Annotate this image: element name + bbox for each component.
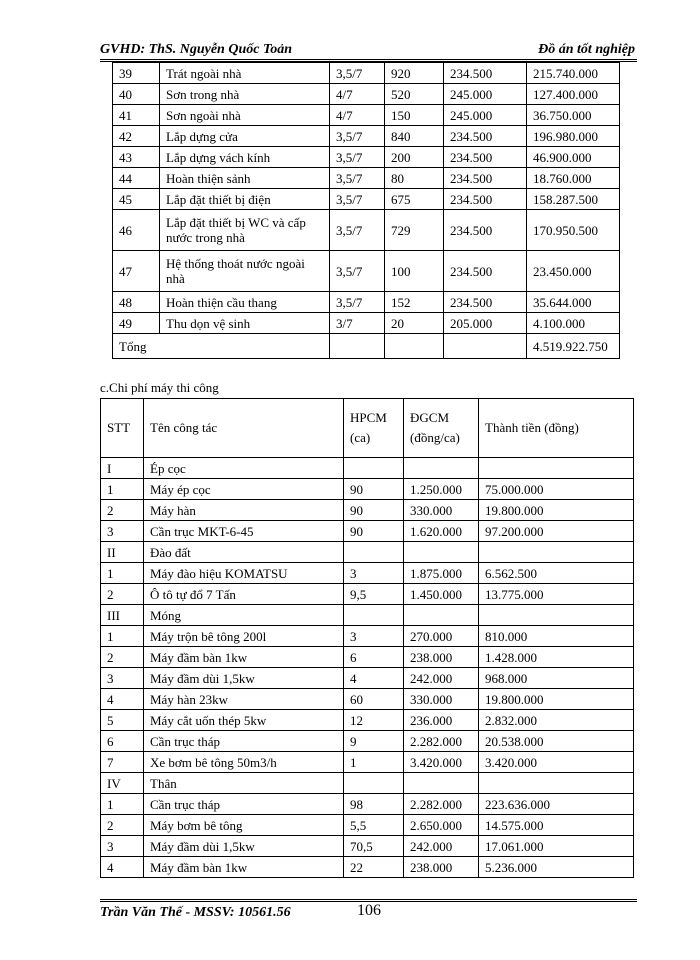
cell-workdays: 152 <box>385 292 444 313</box>
cell-dgcm: 1.450.000 <box>404 584 479 605</box>
cell-task: Sơn trong nhà <box>160 84 330 105</box>
cell-task: Sơn ngoài nhà <box>160 105 330 126</box>
cell-stt: 47 <box>113 251 160 292</box>
header-stt: STT <box>101 399 144 458</box>
cell-dgcm: 3.420.000 <box>404 752 479 773</box>
table-row <box>101 857 634 878</box>
table-row <box>113 210 620 251</box>
table-row <box>101 479 634 500</box>
cell-stt: 1 <box>101 626 144 647</box>
cell-hpcm: 1 <box>344 752 404 773</box>
cell-stt: IV <box>101 773 144 794</box>
cell-amount: 97.200.000 <box>479 521 634 542</box>
table-row <box>101 752 634 773</box>
cell-task: Hoàn thiện cầu thang <box>160 292 330 313</box>
cell-amount: 13.775.000 <box>479 584 634 605</box>
cell-amount: 2.832.000 <box>479 710 634 731</box>
cell-amount: 19.800.000 <box>479 689 634 710</box>
cell-task: Thu dọn vệ sinh <box>160 313 330 334</box>
table-row <box>101 794 634 815</box>
cell-task: Máy đào hiệu KOMATSU <box>144 563 344 584</box>
header-rule-top <box>100 59 637 60</box>
cell-dgcm: 242.000 <box>404 668 479 689</box>
cell-dgcm: 1.620.000 <box>404 521 479 542</box>
cell-amount: 14.575.000 <box>479 815 634 836</box>
cell-task: Trát ngoài nhà <box>160 63 330 84</box>
cell-task: Ép cọc <box>144 458 344 479</box>
cell-stt: 2 <box>101 647 144 668</box>
cell-task: Lắp dựng cửa <box>160 126 330 147</box>
group-row <box>101 542 634 563</box>
cell-stt: 2 <box>101 815 144 836</box>
cell-unit-price: 234.500 <box>444 147 527 168</box>
cell-amount: 158.287.500 <box>527 189 620 210</box>
cell-grade: 3,5/7 <box>330 210 385 251</box>
footer-rule-top <box>100 899 637 900</box>
cell-amount: 23.450.000 <box>527 251 620 292</box>
table-row <box>101 500 634 521</box>
total-value: 4.519.922.750 <box>527 334 620 359</box>
cell-unit-price: 234.500 <box>444 292 527 313</box>
cell-amount: 20.538.000 <box>479 731 634 752</box>
cell-amount: 6.562.500 <box>479 563 634 584</box>
cell-task: Máy cắt uốn thép 5kw <box>144 710 344 731</box>
cell-hpcm: 22 <box>344 857 404 878</box>
cell-grade: 3/7 <box>330 313 385 334</box>
cell-workdays: 920 <box>385 63 444 84</box>
header-hpcm-line2: (ca) <box>350 430 371 445</box>
cell-unit-price: 205.000 <box>444 313 527 334</box>
table-row <box>101 731 634 752</box>
table-row <box>101 647 634 668</box>
cell-unit-price: 234.500 <box>444 189 527 210</box>
cell-stt: II <box>101 542 144 563</box>
cell-stt: 44 <box>113 168 160 189</box>
table-header-row <box>101 399 634 458</box>
cell-workdays: 80 <box>385 168 444 189</box>
table-row <box>113 168 620 189</box>
cell-stt: 7 <box>101 752 144 773</box>
cell-stt: 40 <box>113 84 160 105</box>
cell-grade: 4/7 <box>330 105 385 126</box>
cell-workdays: 20 <box>385 313 444 334</box>
header-dgcm-line1: ĐGCM <box>410 410 450 425</box>
cell-workdays: 840 <box>385 126 444 147</box>
table-row <box>101 689 634 710</box>
cell-hpcm: 6 <box>344 647 404 668</box>
table-row <box>101 521 634 542</box>
cell-hpcm <box>344 542 404 563</box>
cell-grade: 3,5/7 <box>330 126 385 147</box>
cell-task: Lắp đặt thiết bị điện <box>160 189 330 210</box>
cell-amount <box>479 773 634 794</box>
cell-stt: 1 <box>101 479 144 500</box>
cell-task: Máy bơm bê tông <box>144 815 344 836</box>
table-row <box>113 147 620 168</box>
cell-hpcm: 9 <box>344 731 404 752</box>
cell-amount <box>479 605 634 626</box>
cell-amount: 968.000 <box>479 668 634 689</box>
header-dgcm <box>404 399 479 458</box>
cell-stt: 46 <box>113 210 160 251</box>
cell-amount: 36.750.000 <box>527 105 620 126</box>
cell-stt: 5 <box>101 710 144 731</box>
cell-dgcm: 2.282.000 <box>404 794 479 815</box>
cell-task: Máy đầm bàn 1kw <box>144 857 344 878</box>
cell-grade: 3,5/7 <box>330 63 385 84</box>
cell-amount: 17.061.000 <box>479 836 634 857</box>
cell-task: Hoàn thiện sảnh <box>160 168 330 189</box>
cell-stt: 45 <box>113 189 160 210</box>
group-row <box>101 605 634 626</box>
cell-task: Đào đất <box>144 542 344 563</box>
page-number: 106 <box>357 902 381 919</box>
section-title: c.Chi phí máy thi công <box>100 380 219 395</box>
cell-hpcm: 90 <box>344 521 404 542</box>
cell-workdays: 729 <box>385 210 444 251</box>
cell-dgcm: 1.875.000 <box>404 563 479 584</box>
empty-cell <box>444 334 527 359</box>
cell-amount: 1.428.000 <box>479 647 634 668</box>
cell-workdays: 100 <box>385 251 444 292</box>
cell-grade: 3,5/7 <box>330 189 385 210</box>
cell-task: Ô tô tự đổ 7 Tấn <box>144 584 344 605</box>
cell-dgcm: 2.650.000 <box>404 815 479 836</box>
cell-amount: 3.420.000 <box>479 752 634 773</box>
cell-task: Lắp đặt thiết bị WC và cấp nước trong nhà <box>160 210 330 251</box>
cell-stt: 1 <box>101 563 144 584</box>
cell-task: Máy hàn 23kw <box>144 689 344 710</box>
cell-dgcm <box>404 773 479 794</box>
cell-workdays: 150 <box>385 105 444 126</box>
cell-amount: 810.000 <box>479 626 634 647</box>
cell-grade: 3,5/7 <box>330 147 385 168</box>
cell-dgcm <box>404 458 479 479</box>
cell-stt: III <box>101 605 144 626</box>
cell-task: Cần trục tháp <box>144 794 344 815</box>
cell-unit-price: 234.500 <box>444 210 527 251</box>
cell-hpcm: 4 <box>344 668 404 689</box>
cell-hpcm: 60 <box>344 689 404 710</box>
cell-grade: 3,5/7 <box>330 292 385 313</box>
machine-cost-table <box>100 398 634 878</box>
table-row <box>101 710 634 731</box>
table-row <box>101 668 634 689</box>
header-dgcm-line2: (đồng/ca) <box>410 430 460 445</box>
cell-unit-price: 245.000 <box>444 84 527 105</box>
cell-task: Thân <box>144 773 344 794</box>
cell-unit-price: 234.500 <box>444 168 527 189</box>
cell-amount <box>479 542 634 563</box>
cell-workdays: 675 <box>385 189 444 210</box>
cell-hpcm: 9,5 <box>344 584 404 605</box>
cell-stt: 2 <box>101 584 144 605</box>
empty-cell <box>385 334 444 359</box>
cell-amount: 196.980.000 <box>527 126 620 147</box>
cell-dgcm: 330.000 <box>404 500 479 521</box>
cell-amount: 46.900.000 <box>527 147 620 168</box>
cell-amount: 170.950.500 <box>527 210 620 251</box>
cell-task: Máy trộn bê tông 200l <box>144 626 344 647</box>
cell-amount: 5.236.000 <box>479 857 634 878</box>
cell-task: Cần trục MKT-6-45 <box>144 521 344 542</box>
total-row <box>113 334 620 359</box>
cell-hpcm: 70,5 <box>344 836 404 857</box>
table-row <box>101 584 634 605</box>
cell-unit-price: 234.500 <box>444 126 527 147</box>
cell-amount: 75.000.000 <box>479 479 634 500</box>
cell-task: Móng <box>144 605 344 626</box>
cell-task: Máy đầm dùi 1,5kw <box>144 836 344 857</box>
table-row <box>113 251 620 292</box>
cell-stt: 48 <box>113 292 160 313</box>
cell-workdays: 520 <box>385 84 444 105</box>
cell-dgcm: 242.000 <box>404 836 479 857</box>
header-advisor: GVHD: ThS. Nguyễn Quốc Toản <box>100 42 293 57</box>
cell-dgcm: 238.000 <box>404 647 479 668</box>
cell-stt: 6 <box>101 731 144 752</box>
cell-stt: 4 <box>101 689 144 710</box>
group-row <box>101 773 634 794</box>
table-row <box>101 836 634 857</box>
table-row <box>113 105 620 126</box>
cell-stt: 39 <box>113 63 160 84</box>
cell-task: Máy đầm bàn 1kw <box>144 647 344 668</box>
table-row <box>113 126 620 147</box>
header-hpcm <box>344 399 404 458</box>
cell-amount: 4.100.000 <box>527 313 620 334</box>
header-hpcm-line1: HPCM <box>350 410 387 425</box>
cell-workdays: 200 <box>385 147 444 168</box>
cell-grade: 3,5/7 <box>330 168 385 189</box>
cell-task: Máy hàn <box>144 500 344 521</box>
cell-hpcm: 5,5 <box>344 815 404 836</box>
cell-dgcm: 1.250.000 <box>404 479 479 500</box>
cell-dgcm: 330.000 <box>404 689 479 710</box>
cell-stt: 1 <box>101 794 144 815</box>
cell-task: Xe bơm bê tông 50m3/h <box>144 752 344 773</box>
cell-dgcm: 238.000 <box>404 857 479 878</box>
cell-unit-price: 234.500 <box>444 63 527 84</box>
cell-stt: 3 <box>101 521 144 542</box>
table-row <box>101 815 634 836</box>
table-row <box>113 313 620 334</box>
table-row <box>101 626 634 647</box>
cell-stt: 49 <box>113 313 160 334</box>
cell-hpcm: 3 <box>344 563 404 584</box>
header-name: Tên công tác <box>144 399 344 458</box>
cell-amount: 215.740.000 <box>527 63 620 84</box>
table-row <box>113 84 620 105</box>
cell-task: Máy ép cọc <box>144 479 344 500</box>
cell-amount: 127.400.000 <box>527 84 620 105</box>
cell-stt: I <box>101 458 144 479</box>
cell-hpcm: 98 <box>344 794 404 815</box>
total-label: Tổng <box>113 334 330 359</box>
cell-dgcm: 236.000 <box>404 710 479 731</box>
cell-grade: 4/7 <box>330 84 385 105</box>
table-row <box>113 189 620 210</box>
cell-stt: 4 <box>101 857 144 878</box>
cell-amount: 18.760.000 <box>527 168 620 189</box>
cell-stt: 41 <box>113 105 160 126</box>
cell-stt: 3 <box>101 668 144 689</box>
cell-task: Hệ thống thoát nước ngoài nhà <box>160 251 330 292</box>
cell-unit-price: 245.000 <box>444 105 527 126</box>
cost-table-continued <box>112 62 620 359</box>
cell-amount: 35.644.000 <box>527 292 620 313</box>
cell-amount: 19.800.000 <box>479 500 634 521</box>
cell-hpcm <box>344 605 404 626</box>
table-row <box>113 63 620 84</box>
cell-hpcm: 90 <box>344 500 404 521</box>
cell-grade: 3,5/7 <box>330 251 385 292</box>
cell-dgcm <box>404 542 479 563</box>
table-row <box>113 292 620 313</box>
cell-hpcm: 3 <box>344 626 404 647</box>
cell-task: Máy đầm dùi 1,5kw <box>144 668 344 689</box>
cell-hpcm <box>344 773 404 794</box>
cell-amount <box>479 458 634 479</box>
group-row <box>101 458 634 479</box>
cell-amount: 223.636.000 <box>479 794 634 815</box>
empty-cell <box>330 334 385 359</box>
cell-dgcm <box>404 605 479 626</box>
cell-task: Cần trục tháp <box>144 731 344 752</box>
footer-author: Trần Văn Thế - MSSV: 10561.56 <box>100 905 291 920</box>
cell-hpcm: 90 <box>344 479 404 500</box>
cell-unit-price: 234.500 <box>444 251 527 292</box>
cell-task: Lắp dựng vách kính <box>160 147 330 168</box>
cell-stt: 43 <box>113 147 160 168</box>
table-row <box>101 563 634 584</box>
cell-dgcm: 270.000 <box>404 626 479 647</box>
header-title: Đồ án tốt nghiệp <box>538 42 635 57</box>
header-total: Thành tiền (đồng) <box>479 399 634 458</box>
cell-stt: 3 <box>101 836 144 857</box>
cell-stt: 42 <box>113 126 160 147</box>
cell-stt: 2 <box>101 500 144 521</box>
cell-hpcm: 12 <box>344 710 404 731</box>
cell-dgcm: 2.282.000 <box>404 731 479 752</box>
cell-hpcm <box>344 458 404 479</box>
